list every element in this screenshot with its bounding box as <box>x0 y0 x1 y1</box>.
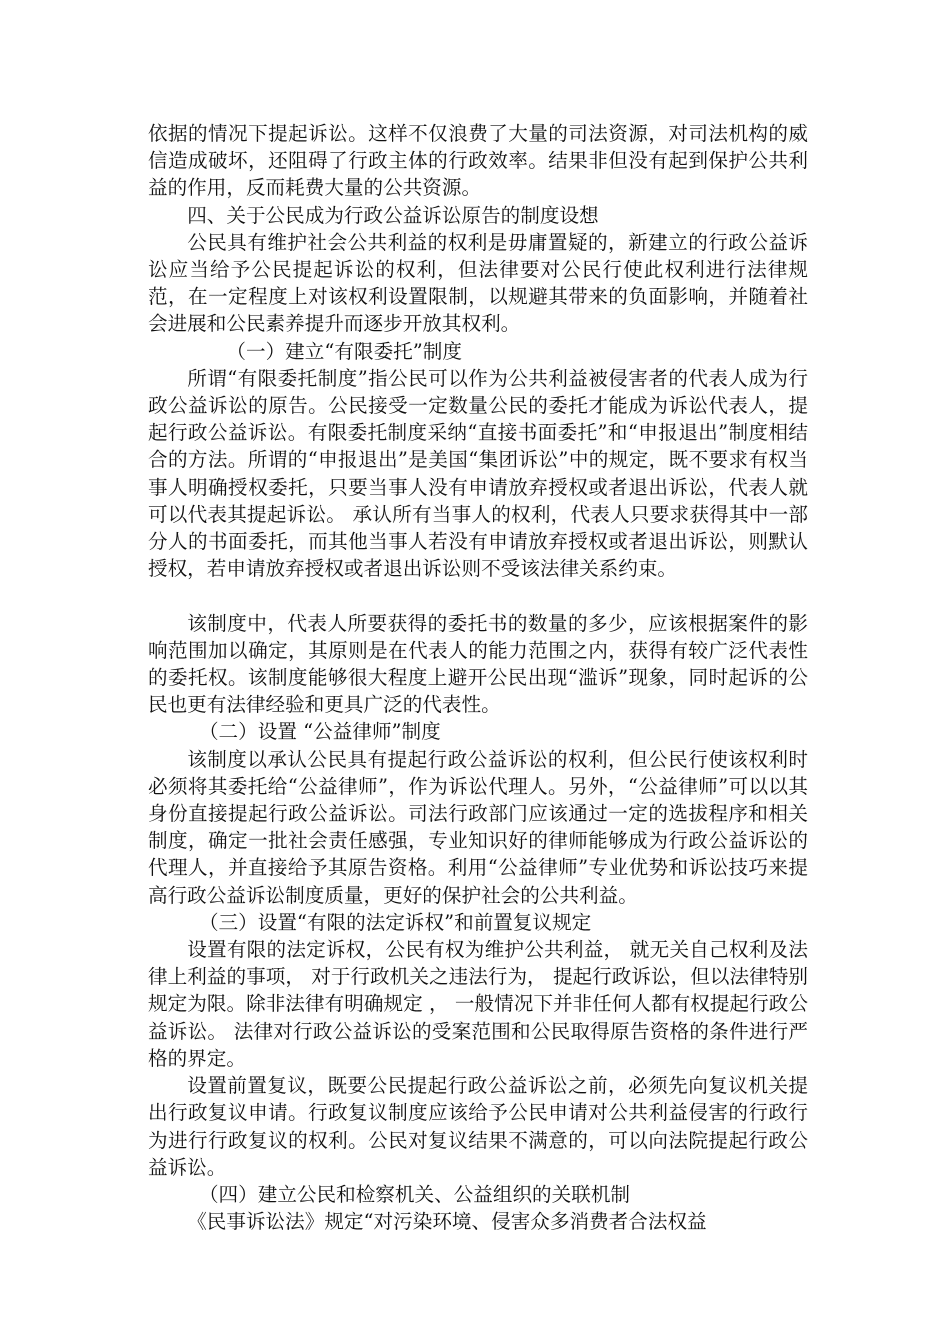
subsection-heading: （一）建立“有限委托”制度 <box>226 339 462 363</box>
blank-line <box>148 582 808 609</box>
body-paragraph: 该制度以承认公民具有提起行政公益诉讼的权利，但公民行使该权利时必须将其委托给“公益律师”，作为诉讼代理人。另外，“公益律师”可以以其身份直接提起行政公益诉讼。司法行政部门应该通过一定的选拔程序和相关制度，确定一批社会责任感强，专业知识好的律师能够成为行政公益诉讼的代理人，并直接给予其原告资格。利用“公益律师”专业优势和诉讼技巧来提高行政公益诉讼制度质量，更好的保护社会的公共利益。 <box>148 747 808 907</box>
document-page <box>148 120 808 1235</box>
body-paragraph: 该制度中，代表人所要获得的委托书的数量的多少，应该根据案件的影响范围加以确定，其原则是在代表人的能力范围之内，获得有较广泛代表性的委托权。该制度能够很大程度上避开公民出现“滥诉”现象，同时起诉的公民也更有法律经验和更具广泛的代表性。 <box>148 611 808 717</box>
paragraph-continuation: 依据的情况下提起诉讼。这样不仅浪费了大量的司法资源，对司法机构的威信造成破坏，还阻碍了行政主体的行政效率。结果非但没有起到保护公共利益的作用，反而耗费大量的公共资源。 <box>148 122 808 200</box>
body-paragraph: 公民具有维护社会公共利益的权利是毋庸置疑的，新建立的行政公益诉讼应当给予公民提起诉讼的权利，但法律要对公民行使此权利进行法律规范，在一定程度上对该权利设置限制，以规避其带来的负面影响，并随着社会进展和公民素养提升而逐步开放其权利。 <box>148 230 808 336</box>
body-paragraph: 所谓“有限委托制度”指公民可以作为公共利益被侵害者的代表人成为行政公益诉讼的原告。公民接受一定数量公民的委托才能成为诉讼代表人，提起行政公益诉讼。有限委托制度采纳“直接书面委托”和“申报退出”制度相结合的方法。所谓的“申报退出”是美国“集团诉讼”中的规定，既不要求有权当事人明确授权委托，只要当事人没有申请放弃授权或者退出诉讼，代表人就可以代表其提起诉讼。 承认所有当事人的权利，代表人只要求获得其中一部分人的书面委托，而其他当事人若没有申请放弃授权或者退出诉讼，则默认授权，若申请放弃授权或者退出诉讼则不受该法律关系约束。 <box>148 366 808 581</box>
subsection-heading: （二）设置 “公益律师”制度 <box>198 720 441 744</box>
body-paragraph: 设置前置复议，既要公民提起行政公益诉讼之前，必须先向复议机关提出行政复议申请。行政复议制度应该给予公民申请对公共利益侵害的行政行为进行行政复议的权利。公民对复议结果不满意的，可以向法院提起行政公益诉讼。 <box>148 1074 808 1179</box>
body-paragraph: 《民事诉讼法》规定“对污染环境、侵害众多消费者合法权益 <box>187 1210 707 1234</box>
body-paragraph: 设置有限的法定诉权，公民有权为维护公共利益， 就无关自己权利及法律上利益的事项， 对于行政机关之违法行为， 提起行政诉讼，但以法律特别规定为限。除非法律有明确规定 ， 一般情况下并非任何人都有权提起行政公益诉讼。 法律对行政公益诉讼的受案范围和公民取得原告资格的条件进行严格的界定。 <box>148 938 808 1070</box>
section-heading: 四、关于公民成为行政公益诉讼原告的制度设想 <box>187 203 599 227</box>
subsection-heading: （四）建立公民和检察机关、公益组织的关联机制 <box>198 1182 631 1206</box>
subsection-heading: （三）设置“有限的法定诉权”和前置复议规定 <box>198 910 592 934</box>
